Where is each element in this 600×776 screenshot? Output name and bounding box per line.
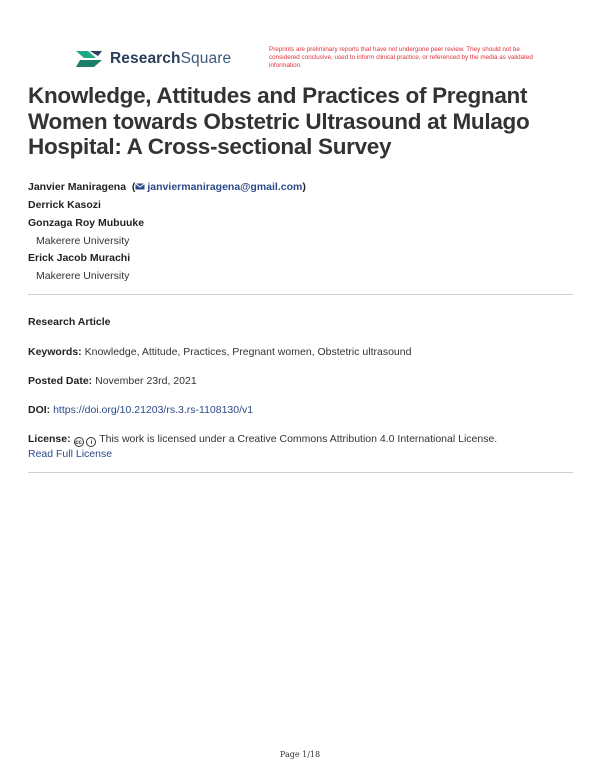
preprint-notice: Preprints are preliminary reports that have not undergone peer review. They should not be considered conclusive, used to inform clinical practice, or referenced by the media as validated information. [269, 46, 533, 69]
author-name: Derrick Kasozi [28, 199, 101, 211]
doi-label: DOI: [28, 404, 51, 416]
author-list [28, 180, 573, 286]
attribution-icon: i [86, 437, 96, 447]
posted-date-value: November 23rd, 2021 [95, 375, 197, 387]
research-square-logo[interactable] [74, 48, 231, 70]
author-name: Erick Jacob Murachi [28, 252, 131, 264]
doi [28, 403, 573, 417]
read-full-license-link[interactable]: Read Full License [28, 448, 113, 460]
author-name [28, 180, 573, 198]
license-label: License: [28, 433, 71, 445]
logo-text [110, 50, 231, 68]
doi-link[interactable]: https://doi.org/10.21203/rs.3.rs-1108130/v1 [53, 404, 254, 416]
author-email-wrap: ( janviermaniragena@gmail.com) [128, 181, 306, 193]
author-affiliation: Makerere University [36, 235, 130, 247]
keywords-label: Keywords: [28, 346, 82, 358]
author-affiliation: Makerere University [36, 270, 130, 282]
page-number: Page 1/18 [279, 750, 321, 759]
logo-word-square: Square [180, 50, 232, 67]
paper-title: Knowledge, Attitudes and Practices of Pregnant Women towards Obstetric Ultrasound at Mulago Hospital: A Cross-sectional Survey [28, 83, 530, 159]
license-text: This work is licensed under a Creative Commons Attribution 4.0 International License. [99, 433, 498, 445]
article-type-text: Research Article [28, 316, 111, 328]
posted-date [28, 374, 573, 388]
article-type [28, 315, 573, 329]
divider [28, 294, 573, 295]
keywords [28, 345, 573, 359]
author-name: Gonzaga Roy Mubuuke [28, 217, 145, 229]
license [28, 432, 573, 461]
logo-word-research: Research [110, 50, 181, 67]
posted-date-label: Posted Date: [28, 375, 93, 387]
author-name-text: Janvier Maniragena [28, 181, 127, 193]
divider [28, 472, 573, 473]
research-square-logo-icon [74, 48, 104, 70]
keywords-value: Knowledge, Attitude, Practices, Pregnant women, Obstetric ultrasound [84, 346, 412, 358]
envelope-icon [135, 183, 145, 190]
author-email-link[interactable]: janviermaniragena@gmail.com [147, 181, 303, 193]
creative-commons-icon: cc [74, 437, 84, 447]
